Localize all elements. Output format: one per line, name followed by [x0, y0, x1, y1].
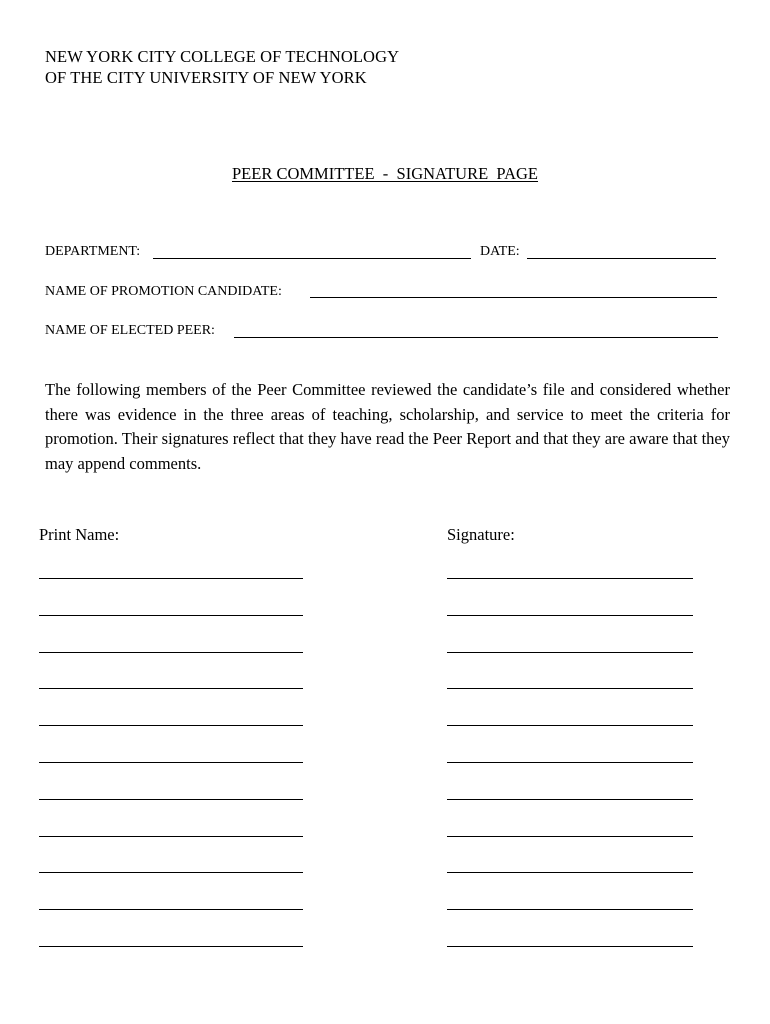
department-field[interactable] [153, 258, 471, 259]
print-name-line[interactable] [39, 762, 303, 763]
signature-line[interactable] [447, 725, 693, 726]
date-label: DATE: [480, 244, 520, 259]
signature-line[interactable] [447, 872, 693, 873]
signature-line[interactable] [447, 799, 693, 800]
print-name-line[interactable] [39, 688, 303, 689]
signature-line[interactable] [447, 615, 693, 616]
print-name-line[interactable] [39, 909, 303, 910]
page-title-text: PEER COMMITTEE - SIGNATURE PAGE [231, 164, 539, 183]
signature-line[interactable] [447, 909, 693, 910]
print-name-line[interactable] [39, 725, 303, 726]
print-name-line[interactable] [39, 836, 303, 837]
signature-line[interactable] [447, 946, 693, 947]
signature-line[interactable] [447, 762, 693, 763]
page-title [0, 164, 770, 184]
print-name-line[interactable] [39, 946, 303, 947]
signature-line[interactable] [447, 578, 693, 579]
print-name-line[interactable] [39, 615, 303, 616]
candidate-field[interactable] [310, 297, 717, 298]
signature-line[interactable] [447, 652, 693, 653]
print-name-line[interactable] [39, 872, 303, 873]
signature-line[interactable] [447, 836, 693, 837]
print-name-line[interactable] [39, 578, 303, 579]
department-label: DEPARTMENT: [45, 244, 141, 259]
date-field[interactable] [527, 258, 716, 259]
instructions-paragraph: The following members of the Peer Committee reviewed the candidate’s file and considered whether there was evidence in the three areas of teaching, scholarship, and service to meet the criteria for promotion. Their signatures reflect that they have read the Peer Report and that they are aware that they may append comments. [45, 380, 730, 473]
print-name-line[interactable] [39, 652, 303, 653]
institution-header [45, 46, 399, 88]
signature-line[interactable] [447, 688, 693, 689]
institution-name-line-2: OF THE CITY UNIVERSITY OF NEW YORK [45, 68, 367, 87]
signature-heading: Signature: [447, 525, 515, 544]
candidate-label: NAME OF PROMOTION CANDIDATE: [45, 284, 282, 299]
elected-peer-label: NAME OF ELECTED PEER: [45, 323, 215, 338]
elected-peer-field[interactable] [234, 337, 718, 338]
print-name-line[interactable] [39, 799, 303, 800]
print-name-heading: Print Name: [39, 525, 120, 544]
institution-name-line-1: NEW YORK CITY COLLEGE OF TECHNOLOGY [45, 47, 400, 66]
